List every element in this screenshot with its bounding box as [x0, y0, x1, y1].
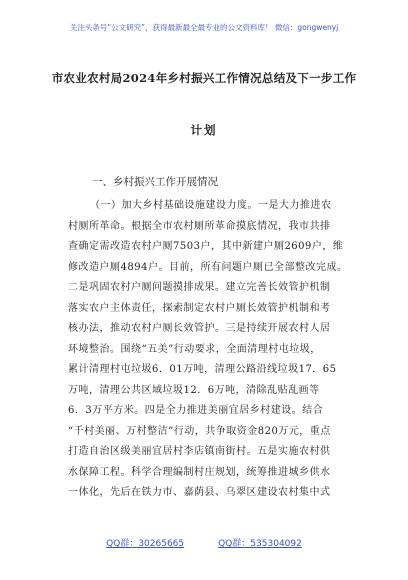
qq-group-link-1[interactable]: QQ群：30265665	[106, 539, 185, 549]
header-banner: 关注头条号“公文研究”，获得最新最全最专业的公文资料库！ 微信：gongwenyj	[69, 23, 339, 32]
document-title-continued: 计划	[190, 123, 218, 137]
body-line: “千村美丽、万村整洁”行动，共争取资金820万元，重点	[68, 425, 331, 437]
section-heading: 一、乡村振兴工作开展情况	[92, 176, 218, 188]
body-line: 万吨，清理公共区域垃圾12．6万吨，清除乱贴乱画等	[68, 384, 320, 396]
footer-qq-groups	[0, 536, 408, 549]
body-line: 6．3万平方米。四是全力推进美丽宜居乡村建设。结合	[68, 405, 324, 416]
body-line: 二是巩固农村户厕问题摸排成果。建立完善长效管护机制	[68, 282, 331, 293]
body-line: 累计清理村屯垃圾6．01万吨，清理公路沿线垃圾17．65	[68, 364, 337, 375]
body-line: （一）加大乡村基础设施建设力度。一是大力推进农	[90, 200, 332, 211]
body-line: 村厕所革命。根据全市农村厕所革命摸底情况，我市共排	[68, 220, 331, 232]
body-line: 核办法，推动农村户厕长效管护。三是持续开展农村人居	[68, 323, 331, 334]
document-title: 市农业农村局2024年乡村振兴工作情况总结及下一步工作	[51, 71, 357, 85]
body-text	[68, 196, 346, 504]
body-line: 环境整治。围绕“五美”行动要求，全面清理村屯垃圾，	[68, 343, 321, 355]
body-line: 修改造户厕4894户。目前，所有问题户厕已全部整改完成。	[68, 261, 348, 273]
qq-group-link-2[interactable]: QQ群：535304092	[218, 539, 302, 549]
body-line: 一体化，先后在铁力市、嘉荫县、乌翠区建设农村集中式	[68, 487, 331, 498]
body-line: 水保障工程。科学合理编制村庄规划，统筹推进城乡供水	[68, 466, 331, 478]
body-line: 落实农户主体责任，探索制定农村户厕长效管护机制和考	[68, 302, 331, 314]
body-line: 打造自治区级美丽宜居村李店镇南街村。五是实施农村供	[68, 446, 331, 457]
body-line: 查确定需改造农村户厕7503户，其中新建户厕2609户，维	[68, 241, 344, 252]
